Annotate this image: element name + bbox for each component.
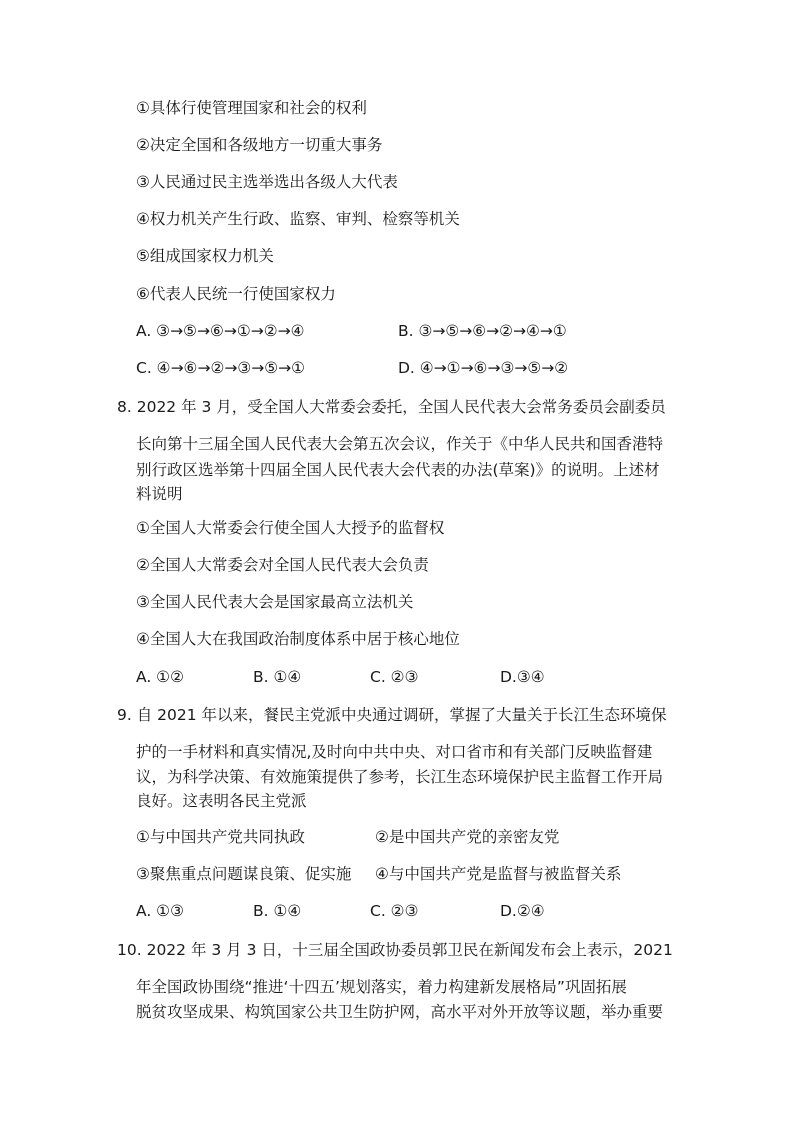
q8-stem-line-4: 料说明 xyxy=(136,485,183,503)
q10-stem-line-2: 年全国政协围绕“推进‘十四五’规划落实，着力构建新发展格局”巩固拓展 xyxy=(136,978,627,996)
q8-option-a: A. ①② xyxy=(136,668,184,686)
q9-stem-line-4: 良好。这表明各民主党派 xyxy=(136,792,307,810)
q7-option-c: C. ④→⑥→②→③→⑤→① xyxy=(136,359,305,377)
q9-option-c: C. ②③ xyxy=(370,902,419,920)
q9-item-4: ④与中国共产党是监督与被监督关系 xyxy=(375,865,622,883)
q10-stem-line-3: 脱贫攻坚成果、构筑国家公共卫生防护网，高水平对外开放等议题，举办重要 xyxy=(136,1003,664,1021)
q8-item-4: ④全国人大在我国政治制度体系中居于核心地位 xyxy=(136,630,460,648)
q7-item-2: ②决定全国和各级地方一切重大事务 xyxy=(136,136,383,154)
q9-stem-line-1: 9. 自 2021 年以来，餐民主党派中央通过调研，掌握了大量关于长江生态环境保 xyxy=(117,706,667,724)
q7-item-3: ③人民通过民主选举选出各级人大代表 xyxy=(136,173,398,191)
q7-item-4: ④权力机关产生行政、监察、审判、检察等机关 xyxy=(136,210,460,228)
q8-stem-line-2: 长向第十三届全国人民代表大会第五次会议，作关于《中华人民共和国香港特 xyxy=(136,435,664,453)
q7-item-1: ①具体行使管理国家和社会的权利 xyxy=(136,99,367,117)
q9-stem-line-3: 议，为科学决策、有效施策提供了参考，长江生态环境保护民主监督工作开局 xyxy=(136,768,664,786)
q8-option-c: C. ②③ xyxy=(370,668,419,686)
q8-stem-line-3: 别行政区选举第十四届全国人民代表大会代表的办法(草案)》的说明。上述材 xyxy=(136,461,660,479)
q7-option-a: A. ③→⑤→⑥→①→②→④ xyxy=(136,322,305,340)
q9-option-d: D.②④ xyxy=(500,902,545,920)
q8-option-d: D.③④ xyxy=(500,668,545,686)
q9-stem-line-2: 护的一手材料和真实情况,及时向中共中央、对口省市和有关部门反映监督建 xyxy=(136,743,653,761)
q9-item-2: ②是中国共产党的亲密友党 xyxy=(375,828,560,846)
q9-item-3: ③聚焦重点问题谋良策、促实施 xyxy=(136,865,352,883)
q9-item-1: ①与中国共产党共同执政 xyxy=(136,828,305,846)
q7-item-6: ⑥代表人民统一行使国家权力 xyxy=(136,285,336,303)
q8-item-2: ②全国人大常委会对全国人民代表大会负责 xyxy=(136,556,429,574)
q8-stem-line-1: 8. 2022 年 3 月，受全国人大常委会委托，全国人民代表大会常务委员会副委员 xyxy=(117,398,666,416)
q8-item-1: ①全国人大常委会行使全国人大授予的监督权 xyxy=(136,519,445,537)
q7-option-d: D. ④→①→⑥→③→⑤→② xyxy=(398,359,569,377)
q10-stem-line-1: 10. 2022 年 3 月 3 日，十三届全国政协委员郭卫民在新闻发布会上表示，2021 xyxy=(117,941,673,959)
q8-item-3: ③全国人民代表大会是国家最高立法机关 xyxy=(136,593,414,611)
q9-option-b: B. ①④ xyxy=(253,902,302,920)
q9-option-a: A. ①③ xyxy=(136,902,184,920)
q7-option-b: B. ③→⑤→⑥→②→④→① xyxy=(398,322,567,340)
q7-item-5: ⑤组成国家权力机关 xyxy=(136,247,274,265)
q8-option-b: B. ①④ xyxy=(253,668,302,686)
